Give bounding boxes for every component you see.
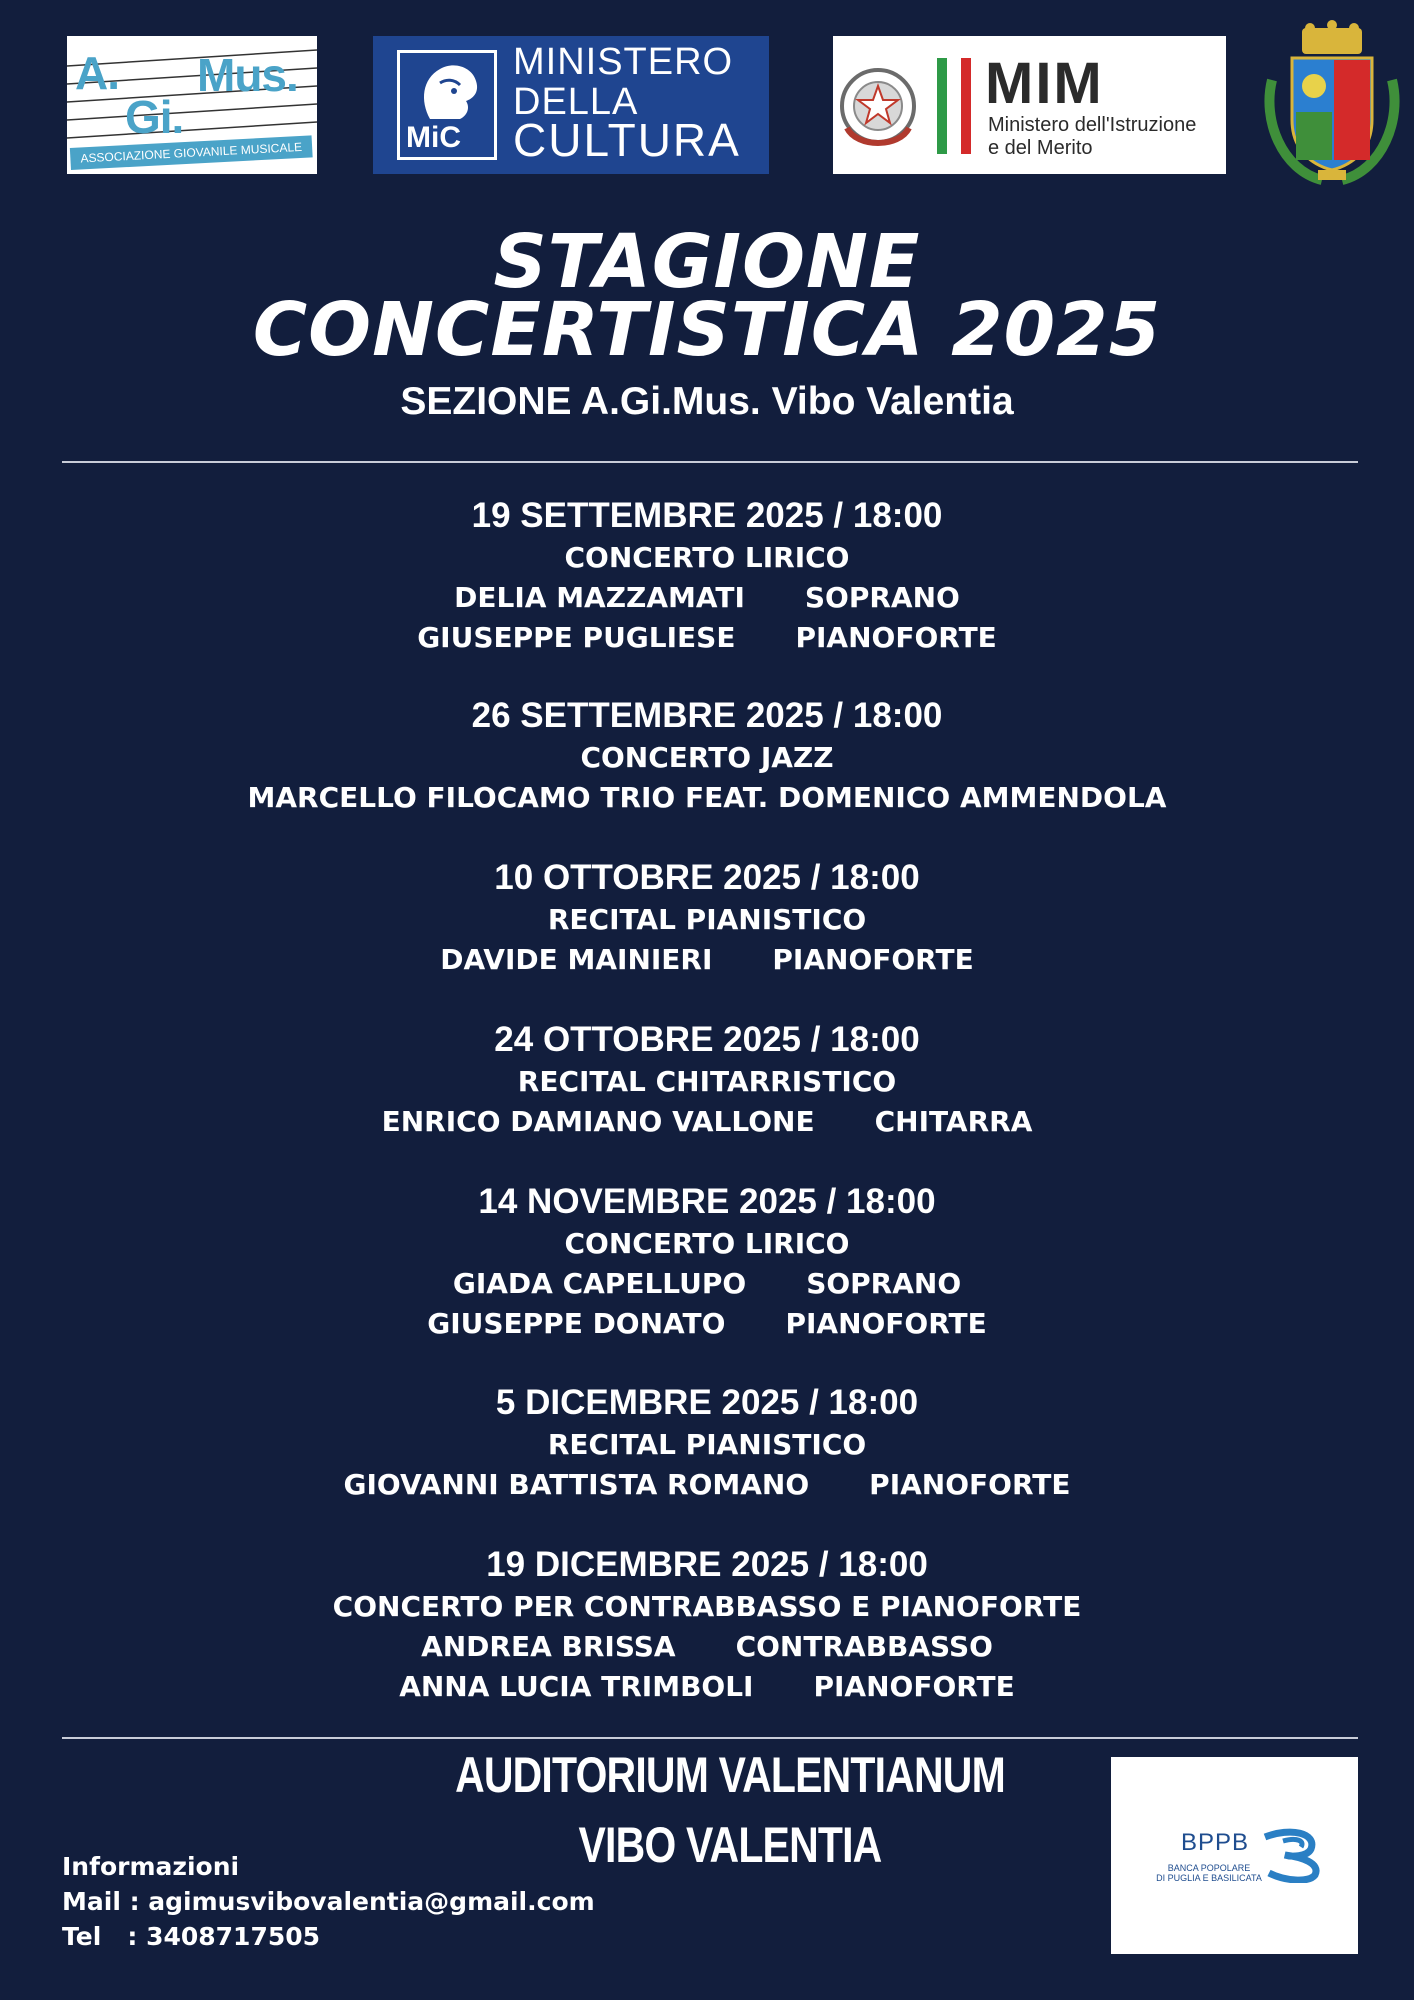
mim-line1: Ministero dell'Istruzione xyxy=(988,114,1197,136)
event-type: RECITAL PIANISTICO xyxy=(547,1428,867,1461)
agimus-logo-band: ASSOCIAZIONE GIOVANILE MUSICALE xyxy=(70,135,313,170)
performer-name: GIOVANNI BATTISTA ROMANO xyxy=(343,1468,810,1501)
event-type: RECITAL PIANISTICO xyxy=(547,903,867,936)
event-type: CONCERTO PER CONTRABBASSO E PIANOFORTE xyxy=(332,1590,1082,1623)
vibo-valentia-crest-icon xyxy=(1262,20,1402,190)
venue-city: VIBO VALENTIA xyxy=(578,1817,882,1873)
performer-name: DELIA MAZZAMATI xyxy=(454,581,745,614)
italian-flag-icon xyxy=(937,58,973,154)
event-date: 14 NOVEMBRE 2025 / 18:00 xyxy=(478,1182,936,1221)
performer-row xyxy=(0,1627,1414,1667)
performer-row xyxy=(0,1465,1414,1505)
performer-name: GIUSEPPE PUGLIESE xyxy=(417,621,736,654)
statue-head-icon xyxy=(410,61,486,123)
italian-republic-emblem-icon xyxy=(837,56,919,156)
event-date: 19 SETTEMBRE 2025 / 18:00 xyxy=(471,496,943,535)
bppb-logo xyxy=(1111,1757,1358,1954)
bppb-line2: DI PUGLIA E BASILICATA xyxy=(1156,1873,1262,1883)
performer-role: PIANOFORTE xyxy=(772,943,974,976)
mim-logo xyxy=(833,36,1226,174)
event-6 xyxy=(0,1381,1414,1505)
event-4 xyxy=(0,1018,1414,1142)
performer-name: GIUSEPPE DONATO xyxy=(427,1307,726,1340)
mic-emblem xyxy=(397,50,497,160)
info-heading: Informazioni xyxy=(62,1852,240,1881)
event-5 xyxy=(0,1180,1414,1344)
performer-role: CONTRABBASSO xyxy=(735,1630,993,1663)
performer-row xyxy=(0,1304,1414,1344)
agimus-logo xyxy=(67,36,317,174)
info-mail[interactable]: Mail : agimusvibovalentia@gmail.com xyxy=(62,1887,595,1916)
performer-name: ENRICO DAMIANO VALLONE xyxy=(381,1105,815,1138)
event-date: 24 OTTOBRE 2025 / 18:00 xyxy=(494,1020,920,1059)
mic-line1: MINISTERO xyxy=(513,41,734,83)
page-title-line1: STAGIONE xyxy=(493,219,921,305)
performer-name: MARCELLO FILOCAMO TRIO FEAT. DOMENICO AMMENDOLA xyxy=(247,781,1167,814)
agimus-logo-gi: Gi. xyxy=(125,91,184,143)
performer-row xyxy=(0,618,1414,658)
performer-row xyxy=(0,1667,1414,1707)
agimus-logo-mus: Mus. xyxy=(197,49,298,101)
event-date: 19 DICEMBRE 2025 / 18:00 xyxy=(486,1545,928,1584)
performer-role: PIANOFORTE xyxy=(869,1468,1071,1501)
event-type: RECITAL CHITARRISTICO xyxy=(517,1065,897,1098)
mic-logo xyxy=(373,36,769,174)
event-3 xyxy=(0,856,1414,980)
event-date: 26 SETTEMBRE 2025 / 18:00 xyxy=(471,696,943,735)
performer-role: CHITARRA xyxy=(874,1105,1033,1138)
performer-row xyxy=(0,1264,1414,1304)
bppb-acronym: BPPB xyxy=(1181,1829,1250,1856)
page-subtitle: SEZIONE A.Gi.Mus. Vibo Valentia xyxy=(400,380,1014,423)
event-type: CONCERTO LIRICO xyxy=(564,541,850,574)
mic-line3: CULTURA xyxy=(513,114,741,166)
top-divider xyxy=(62,461,1358,463)
performer-row xyxy=(0,578,1414,618)
performer-name: DAVIDE MAINIERI xyxy=(440,943,713,976)
performer-row xyxy=(0,1102,1414,1142)
mim-acronym: MIM xyxy=(985,51,1104,116)
performer-row xyxy=(0,778,1414,818)
event-type: CONCERTO LIRICO xyxy=(564,1227,850,1260)
bottom-divider xyxy=(62,1737,1358,1739)
performer-role: PIANOFORTE xyxy=(785,1307,987,1340)
agimus-logo-a: A. xyxy=(75,47,119,99)
performer-name: ANNA LUCIA TRIMBOLI xyxy=(399,1670,754,1703)
bppb-mark-icon xyxy=(1261,1827,1329,1883)
performer-name: GIADA CAPELLUPO xyxy=(452,1267,747,1300)
mic-line2: DELLA xyxy=(513,81,639,123)
event-1 xyxy=(0,494,1414,658)
performer-name: ANDREA BRISSA xyxy=(421,1630,676,1663)
event-2 xyxy=(0,694,1414,818)
info-tel[interactable]: Tel : 3408717505 xyxy=(62,1922,321,1951)
venue-name: AUDITORIUM VALENTIANUM xyxy=(455,1747,1005,1803)
performer-role: PIANOFORTE xyxy=(813,1670,1015,1703)
event-type: CONCERTO JAZZ xyxy=(580,741,834,774)
performer-role: SOPRANO xyxy=(806,1267,962,1300)
event-7 xyxy=(0,1543,1414,1707)
page-title-line2: CONCERTISTICA 2025 xyxy=(252,287,1162,373)
performer-role: PIANOFORTE xyxy=(795,621,997,654)
bppb-line1: BANCA POPOLARE xyxy=(1167,1863,1251,1873)
mic-label: MiC xyxy=(406,121,461,154)
performer-row xyxy=(0,940,1414,980)
event-date: 5 DICEMBRE 2025 / 18:00 xyxy=(495,1383,919,1422)
mim-line2: e del Merito xyxy=(988,137,1093,159)
event-date: 10 OTTOBRE 2025 / 18:00 xyxy=(494,858,920,897)
performer-role: SOPRANO xyxy=(804,581,960,614)
